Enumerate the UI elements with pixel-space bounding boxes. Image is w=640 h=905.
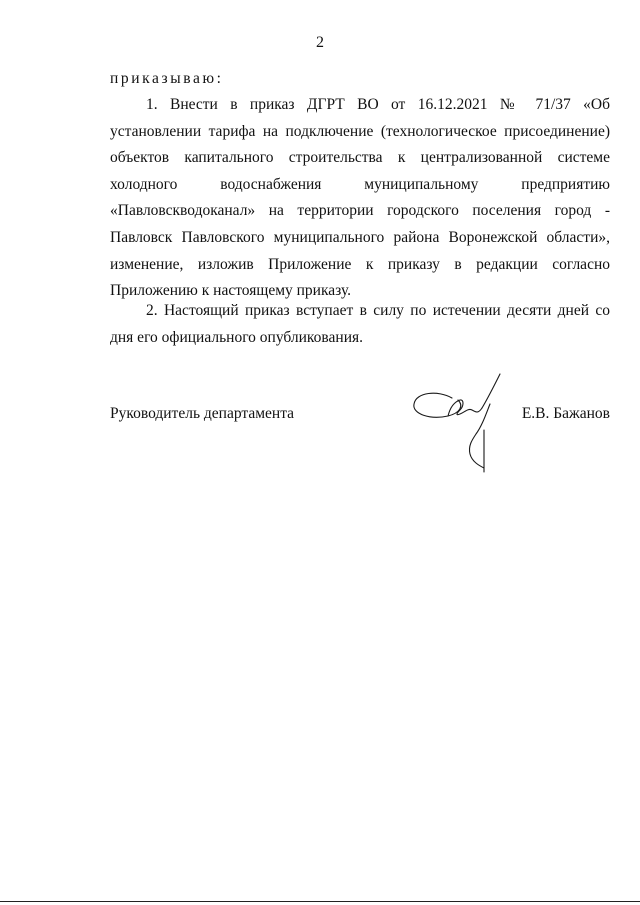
paragraph-1: 1. Внести в приказ ДГРТ ВО от 16.12.2021 № 71/37 «Об установлении тарифа на подключение (технологическое присоединение) объектов капитального строительства к централизованной системе холодного водоснабжения муниципальному предприятию «Павловскводоканал» на территории городского поселения город - Павловск Павловского муниципального района Воронежской области», изменение, изложив Приложение к приказу в редакции согласно Приложению к настоящему приказу.: [110, 96, 610, 300]
signatory-name: Е.В. Бажанов: [521, 405, 610, 422]
signature-block: [110, 402, 610, 432]
signatory-position: Руководитель департамента: [110, 405, 295, 422]
order-intro: приказываю:: [110, 70, 224, 87]
paragraph-2: 2. Настоящий приказ вступает в силу по истечении десяти дней со дня его официального опубликования.: [110, 302, 610, 346]
page-number: 2: [316, 34, 324, 51]
handwritten-signature: [408, 368, 518, 478]
scan-edge-line: [0, 901, 640, 902]
